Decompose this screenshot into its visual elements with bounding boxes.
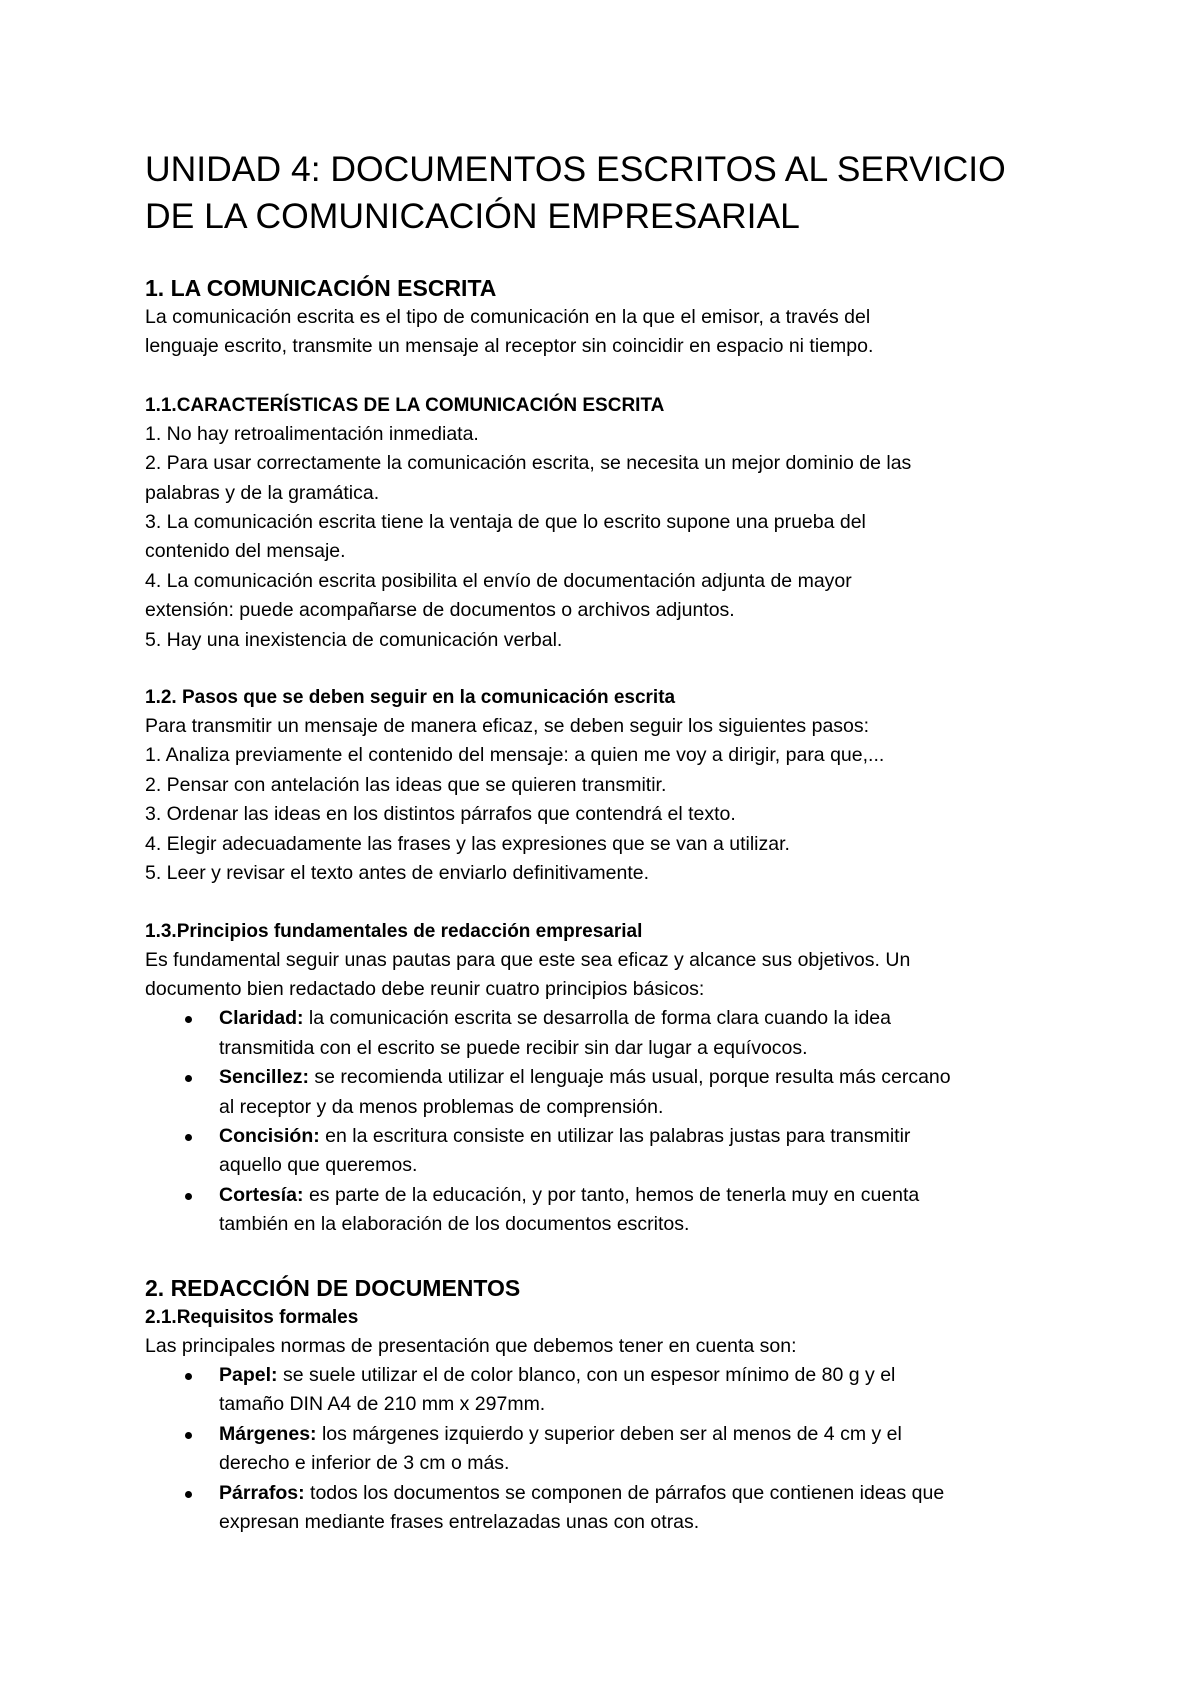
bullet-icon	[185, 1491, 192, 1498]
section-2-1-heading: 2.1.Requisitos formales	[145, 1306, 359, 1328]
section-1-1-line: extensión: puede acompañarse de documentos o archivos adjuntos.	[145, 599, 735, 622]
section-1-1-line: palabras y de la gramática.	[145, 481, 380, 504]
section-1-heading: 1. LA COMUNICACIÓN ESCRITA	[145, 275, 497, 301]
principle-text: en la escritura consiste en utilizar las palabras justas para transmitir	[319, 1124, 911, 1147]
principle-text: al receptor y da menos problemas de comprensión.	[219, 1095, 664, 1118]
section-1-2-line: 1. Analiza previamente el contenido del mensaje: a quien me voy a dirigir, para que,...	[145, 744, 885, 767]
requirement-text: tamaño DIN A4 de 210 mm x 297mm.	[219, 1393, 546, 1416]
requirements-list	[145, 1361, 1065, 1537]
requirement-term: Párrafos:	[219, 1481, 305, 1504]
principle-text: la comunicación escrita se desarrolla de forma clara cuando la idea	[303, 1007, 891, 1030]
document-page	[145, 146, 1065, 1537]
list-item	[145, 1004, 1065, 1063]
bullet-icon	[185, 1193, 192, 1200]
section-1-2-text	[145, 712, 1065, 888]
section-2-1-intro: Las principales normas de presentación que debemos tener en cuenta son:	[145, 1334, 797, 1357]
document-title-line-2: DE LA COMUNICACIÓN EMPRESARIAL	[145, 196, 800, 236]
section-1-2-line: 2. Pensar con antelación las ideas que se quieren transmitir.	[145, 773, 667, 796]
principles-list	[145, 1004, 1065, 1239]
section-2-heading: 2. REDACCIÓN DE DOCUMENTOS	[145, 1274, 521, 1301]
section-1-3-heading: 1.3.Principios fundamentales de redacción empresarial	[145, 920, 643, 942]
requirement-text: todos los documentos se componen de párrafos que contienen ideas que	[304, 1481, 945, 1504]
requirement-text: los márgenes izquierdo y superior deben ser al menos de 4 cm y el	[316, 1422, 902, 1445]
principle-term: Cortesía:	[219, 1183, 304, 1206]
section-1-1-heading: 1.1.CARACTERÍSTICAS DE LA COMUNICACIÓN ESCRITA	[145, 394, 665, 416]
section-1-2-line: 5. Leer y revisar el texto antes de enviarlo definitivamente.	[145, 862, 650, 885]
principle-term: Claridad:	[219, 1007, 304, 1030]
section-1-1-line: 2. Para usar correctamente la comunicación escrita, se necesita un mejor dominio de las	[145, 452, 912, 475]
list-item	[145, 1420, 1065, 1479]
principle-term: Sencillez:	[219, 1066, 309, 1089]
section-1-1-line: 1. No hay retroalimentación inmediata.	[145, 422, 479, 445]
bullet-icon	[185, 1373, 192, 1380]
document-title	[145, 146, 1065, 240]
requirement-term: Papel:	[219, 1363, 278, 1386]
section-1-2-heading: 1.2. Pasos que se deben seguir en la comunicación escrita	[145, 687, 676, 709]
section-1-line-2: lenguaje escrito, transmite un mensaje al receptor sin coincidir en espacio ni tiempo.	[145, 335, 874, 358]
principle-text: también en la elaboración de los documentos escritos.	[219, 1213, 690, 1236]
section-1-1-line: 4. La comunicación escrita posibilita el envío de documentación adjunta de mayor	[145, 569, 852, 592]
bullet-icon	[185, 1016, 192, 1023]
section-1-2-line: 4. Elegir adecuadamente las frases y las expresiones que se van a utilizar.	[145, 832, 790, 855]
principle-text: es parte de la educación, y por tanto, hemos de tenerla muy en cuenta	[303, 1183, 920, 1206]
list-item	[145, 1479, 1065, 1538]
list-item	[145, 1122, 1065, 1181]
section-1-1-text	[145, 420, 1065, 655]
section-1-line-1: La comunicación escrita es el tipo de comunicación en la que el emisor, a través del	[145, 306, 871, 328]
requirement-term: Márgenes:	[219, 1422, 317, 1445]
section-1-3-intro	[145, 946, 1065, 1005]
section-1-1-line: contenido del mensaje.	[145, 540, 346, 563]
principle-text: transmitida con el escrito se puede recibir sin dar lugar a equívocos.	[219, 1036, 808, 1059]
requirement-text: se suele utilizar el de color blanco, con un espesor mínimo de 80 g y el	[277, 1363, 896, 1386]
requirement-text: derecho e inferior de 3 cm o más.	[219, 1452, 510, 1475]
section-1-1-line: 3. La comunicación escrita tiene la ventaja de que lo escrito supone una prueba del	[145, 511, 866, 534]
bullet-icon	[185, 1075, 192, 1082]
requirement-text: expresan mediante frases entrelazadas unas con otras.	[219, 1511, 700, 1533]
bullet-icon	[185, 1432, 192, 1439]
list-item	[145, 1181, 1065, 1240]
bullet-icon	[185, 1134, 192, 1141]
section-1-3-intro-line-1: Es fundamental seguir unas pautas para que este sea eficaz y alcance sus objetivos. Un	[145, 948, 911, 971]
section-1-2-line: 3. Ordenar las ideas en los distintos párrafos que contendrá el texto.	[145, 803, 736, 826]
list-item	[145, 1361, 1065, 1420]
section-1-1-line: 5. Hay una inexistencia de comunicación verbal.	[145, 628, 563, 651]
principle-text: aquello que queremos.	[219, 1154, 418, 1177]
section-1-3-intro-line-2: documento bien redactado debe reunir cuatro principios básicos:	[145, 977, 705, 1000]
section-1-2-line: Para transmitir un mensaje de manera eficaz, se deben seguir los siguientes pasos:	[145, 715, 870, 738]
principle-text: se recomienda utilizar el lenguaje más usual, porque resulta más cercano	[308, 1066, 951, 1089]
principle-term: Concisión:	[219, 1124, 320, 1147]
list-item	[145, 1063, 1065, 1122]
document-title-line-1: UNIDAD 4: DOCUMENTOS ESCRITOS AL SERVICIO	[145, 149, 1006, 189]
section-1-text	[145, 303, 1065, 362]
